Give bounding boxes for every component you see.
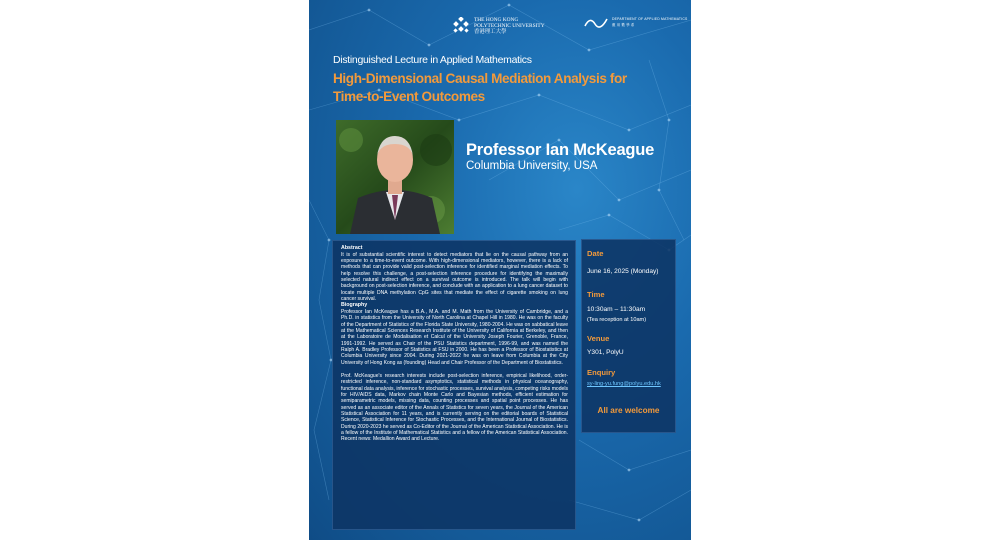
lecture-title bbox=[333, 70, 678, 106]
time-label: Time bbox=[587, 290, 605, 299]
lecture-title-line1: High-Dimensional Causal Mediation Analysis for bbox=[333, 71, 627, 86]
abstract-text: It is of substantial scientific interest to detect mediators that lie on the causal pathway from an exposure to a time-to-event outcome. With high-dimensional mediators, however, there is a lack of methods that can provide valid post-selection inference for identified marginal mediation effects. To help resolve this challenge, a post-selection inference procedure for identifying the maximally selected natural indirect effect on a survival outcome is introduced. The talk will begin with background on post-selection inference, and conclude with an application to a lung cancer dataset to locate multiple DNA methylation CpG sites that mediate the effect of cigarette smoking on lung cancer survival. bbox=[341, 251, 568, 302]
department-name-zh: 應 用 數 學 系 bbox=[612, 23, 635, 27]
speaker-affiliation: Columbia University, USA bbox=[466, 160, 598, 172]
date-label: Date bbox=[587, 249, 604, 258]
university-name-line1: THE HONG KONG bbox=[474, 17, 519, 23]
biography-paragraph-2: Prof. McKeague's research interests include post-selection inference, empirical likelihood, order-restricted inference, non-standard asymptotics, statistical methods in physical oceanography, functional data analysis, inference for stochastic processes, survival analysis, competing risks models for HIV/AIDS data, Markov chain Monte Carlo and Bayesian methods, efficient estimation for semiparametric models, missing data, counting processes and spatial point processes. He has served as an associate editor of the Annals of Statistics for seven years, the Journal of the American Statistical Association for 11 years, and is currently serving on the editorial boards of Statistical Science, Statistical Inference for Stochastic Processes, and the International Journal of Biostatistics. During 2020-2023 he served as Co-Editor of the Journal of the American Statistical Association. He is a fellow of the Institute of Mathematical Statistics and a fellow of the American Statistical Association. Recent news: Medallion Award and Lecture. bbox=[341, 373, 568, 443]
abstract-biography-panel bbox=[332, 240, 576, 530]
date-value: June 16, 2025 (Monday) bbox=[587, 268, 659, 275]
department-name: DEPARTMENT OF APPLIED MATHEMATICS bbox=[612, 17, 688, 21]
abstract-heading: Abstract bbox=[341, 245, 363, 251]
time-note: (Tea reception at 10am) bbox=[587, 317, 647, 323]
enquiry-email-link[interactable]: sy-ling-yu.fung@polyu.edu.hk bbox=[587, 381, 661, 387]
amath-logo-icon bbox=[584, 16, 608, 28]
venue-value: Y301, PolyU bbox=[587, 349, 624, 356]
speaker-name: Professor Ian McKeague bbox=[466, 141, 655, 159]
biography-paragraph-1: Professor Ian McKeague has a B.A., M.A. and M. Math from the University of Cambridge, and a Ph.D. in statistics from the University of North Carolina at Chapel Hill in 1980. He was on the faculty of the Department of Statistics of the Florida State University, 1980-2004. He was on sabbatical leave at the Mathematical Sciences Research Institute of the University of California at Berkeley, and then at the Laboratoire de Modalisation et Calcul of the University Joseph Fourier, Grenoble, France, 1991-1992. He served as Chair of the PSU Statistics department, 1996-99, and was named the Ralph A. Bradley Professor of Statistics at FSU in 2000. He has been a Professor of Biostatistics at Columbia University since 2004. During 2021-2022 he was on leave from Columbia at the City University of Hong Kong as (founding) Head and Chair Professor of the Department of Biostatistics. bbox=[341, 308, 568, 366]
speaker-photo bbox=[336, 120, 454, 234]
welcome-message: All are welcome bbox=[597, 406, 660, 415]
biography-heading: Biography bbox=[341, 302, 368, 309]
enquiry-label: Enquiry bbox=[587, 368, 616, 377]
lecture-series: Distinguished Lecture in Applied Mathematics bbox=[333, 54, 532, 66]
venue-label: Venue bbox=[587, 334, 610, 343]
university-name-zh: 香港理工大學 bbox=[474, 29, 507, 35]
lecture-title-line2: Time-to-Event Outcomes bbox=[333, 89, 485, 104]
university-name-line2: POLYTECHNIC UNIVERSITY bbox=[474, 23, 545, 29]
polyu-logo-icon bbox=[452, 17, 470, 35]
event-poster bbox=[309, 0, 691, 540]
department-logo bbox=[584, 16, 687, 28]
event-details-panel bbox=[581, 239, 676, 433]
polyu-logo bbox=[452, 14, 545, 38]
time-value: 10:30am – 11:30am bbox=[587, 306, 646, 313]
